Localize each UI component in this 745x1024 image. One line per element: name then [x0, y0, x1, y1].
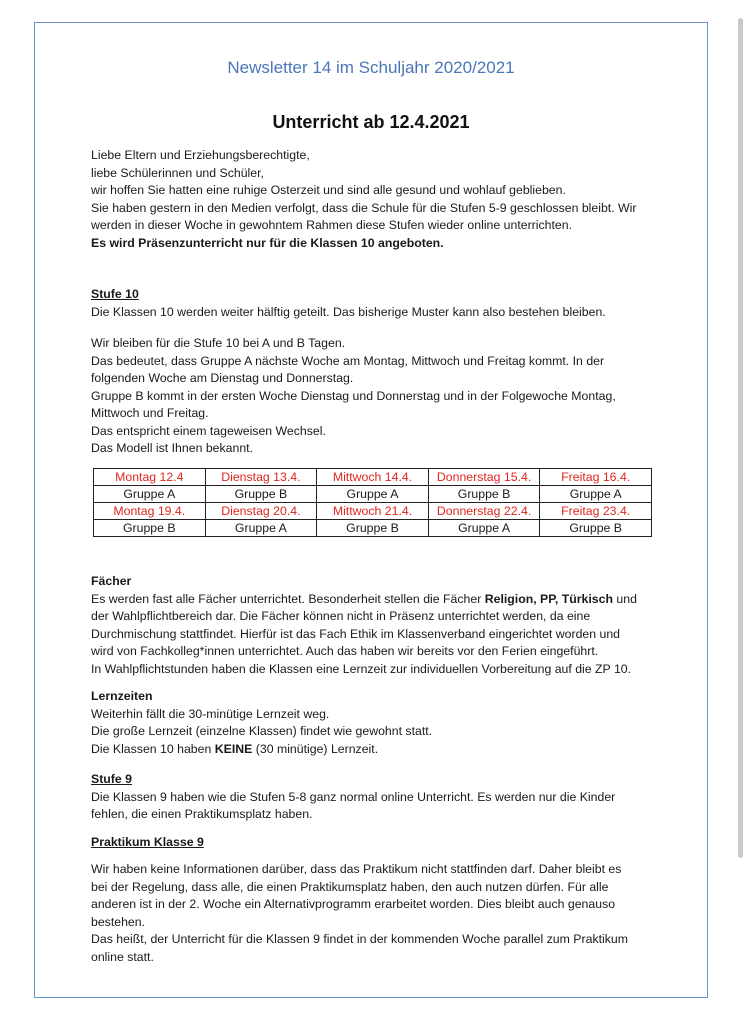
- stufe10-line: Die Klassen 10 werden weiter hälftig geteilt. Das bisherige Muster kann also bestehen bleiben.: [91, 304, 606, 319]
- faecher-line: wird von Fachkolleg*innen unterrichtet. Auch das haben wir bereits vor den Ferien eingeführt.: [91, 644, 599, 658]
- lernzeiten-text: Die Klassen 10 haben: [91, 741, 215, 756]
- table-row: [94, 469, 652, 486]
- praktikum-heading: Praktikum Klasse 9: [91, 835, 204, 849]
- table-row: [94, 486, 652, 503]
- intro-line: wir hoffen Sie hatten eine ruhige Osterzeit und sind alle gesund und wohlauf geblieben.: [91, 183, 566, 197]
- group-cell: Gruppe A: [205, 520, 317, 537]
- group-cell: Gruppe B: [94, 520, 206, 537]
- faecher-bold-subjects: Religion, PP, Türkisch: [484, 591, 613, 606]
- day-cell: Mittwoch 14.4.: [317, 469, 429, 486]
- group-cell: Gruppe A: [540, 486, 652, 503]
- stufe10-heading: Stufe 10: [91, 287, 139, 301]
- praktikum-line: Das heißt, der Unterricht für die Klassen 9 findet in der kommenden Woche parallel zum Praktikum: [91, 932, 628, 946]
- newsletter-header: Newsletter 14 im Schuljahr 2020/2021: [227, 58, 515, 77]
- praktikum-body: [91, 861, 671, 966]
- day-cell: Freitag 16.4.: [540, 469, 652, 486]
- group-cell: Gruppe A: [94, 486, 206, 503]
- group-cell: Gruppe B: [540, 520, 652, 537]
- faecher-text: Es werden fast alle Fächer unterrichtet. Besonderheit stellen die Fächer: [91, 591, 485, 606]
- scrollbar[interactable]: [738, 18, 743, 858]
- intro-line: liebe Schülerinnen und Schüler,: [91, 165, 264, 180]
- group-cell: Gruppe B: [428, 486, 540, 503]
- stufe10-line: Wir bleiben für die Stufe 10 bei A und B Tagen.: [91, 336, 346, 350]
- lernzeiten-line: [91, 741, 671, 759]
- stufe10-line: Das bedeutet, dass Gruppe A nächste Woche am Montag, Mittwoch und Freitag kommt. In der: [91, 353, 605, 368]
- faecher-section: [91, 573, 671, 678]
- stufe9-line: Die Klassen 9 haben wie die Stufen 5-8 ganz normal online Unterricht. Es werden nur die Kinder: [91, 789, 616, 804]
- group-cell: Gruppe A: [428, 520, 540, 537]
- group-cell: Gruppe B: [205, 486, 317, 503]
- day-cell: Dienstag 13.4.: [205, 469, 317, 486]
- day-cell: Mittwoch 21.4.: [317, 503, 429, 520]
- faecher-line: In Wahlpflichtstunden haben die Klassen eine Lernzeit zur individuellen Vorbereitung auf die ZP 10.: [91, 661, 632, 676]
- group-cell: Gruppe A: [317, 486, 429, 503]
- intro-section: [91, 147, 671, 252]
- stufe10-line: Mittwoch und Freitag.: [91, 406, 209, 420]
- lernzeiten-line: Weiterhin fällt die 30-minütige Lernzeit weg.: [91, 706, 330, 721]
- lernzeiten-heading: Lernzeiten: [91, 689, 153, 703]
- day-cell: Donnerstag 15.4.: [428, 469, 540, 486]
- praktikum-line: anderen ist in der 2. Woche ein Alternativprogramm erarbeitet worden. Dies bleibt auch genauso: [91, 897, 616, 911]
- lernzeiten-line: Die große Lernzeit (einzelne Klassen) findet wie gewohnt statt.: [91, 724, 433, 738]
- praktikum-line: bestehen.: [91, 914, 146, 929]
- schedule-table: [93, 468, 652, 537]
- stufe10-details: [91, 335, 671, 458]
- group-cell: Gruppe B: [317, 520, 429, 537]
- faecher-heading: Fächer: [91, 574, 132, 588]
- table-row: [94, 503, 652, 520]
- intro-bold-line: Es wird Präsenzunterricht nur für die Klassen 10 angeboten.: [91, 235, 444, 250]
- page-title: Unterricht ab 12.4.2021: [272, 112, 470, 132]
- stufe9-heading: Stufe 9: [91, 772, 132, 786]
- table-row: [94, 520, 652, 537]
- stufe10-line: Das entspricht einem tageweisen Wechsel.: [91, 423, 326, 438]
- faecher-line: der Wahlpflichtbereich dar. Die Fächer können nicht in Präsenz unterrichtet werden, da eine: [91, 609, 591, 623]
- stufe9-section: [91, 771, 671, 824]
- intro-line: Liebe Eltern und Erziehungsberechtigte,: [91, 148, 310, 162]
- praktikum-line: bei der Regelung, dass alle, die einen Praktikumsplatz haben, den auch nutzen dürfen. Für alle: [91, 879, 609, 894]
- praktikum-section: [91, 834, 671, 852]
- faecher-line: Durchmischung stattfindet. Hierfür ist das Fach Ethik im Klassenverband eingerichtet worden und: [91, 626, 621, 641]
- day-cell: Montag 12.4: [94, 469, 206, 486]
- lernzeiten-bold: KEINE: [214, 741, 253, 756]
- day-cell: Montag 19.4.: [94, 503, 206, 520]
- lernzeiten-section: [91, 688, 671, 758]
- faecher-line: [91, 591, 671, 609]
- stufe9-line: fehlen, die einen Praktikumsplatz haben.: [91, 807, 313, 821]
- day-cell: Freitag 23.4.: [540, 503, 652, 520]
- stufe10-section: [91, 286, 671, 321]
- day-cell: Dienstag 20.4.: [205, 503, 317, 520]
- praktikum-line: Wir haben keine Informationen darüber, dass das Praktikum nicht stattfinden darf. Daher bleibt es: [91, 862, 622, 876]
- intro-line: werden in dieser Woche in gewohntem Rahmen diese Stufen wieder online unterrichten.: [91, 218, 572, 232]
- faecher-text: und: [612, 591, 637, 606]
- day-cell: Donnerstag 22.4.: [428, 503, 540, 520]
- praktikum-line: online statt.: [91, 949, 154, 964]
- intro-line: Sie haben gestern in den Medien verfolgt, dass die Schule für die Stufen 5-9 geschlossen bleibt. Wir: [91, 200, 637, 215]
- stufe10-line: Das Modell ist Ihnen bekannt.: [91, 441, 254, 455]
- stufe10-line: folgenden Woche am Dienstag und Donnerstag.: [91, 371, 354, 385]
- lernzeiten-text: (30 minütige) Lernzeit.: [252, 741, 379, 756]
- stufe10-line: Gruppe B kommt in der ersten Woche Dienstag und Donnerstag und in der Folgewoche Montag,: [91, 388, 616, 403]
